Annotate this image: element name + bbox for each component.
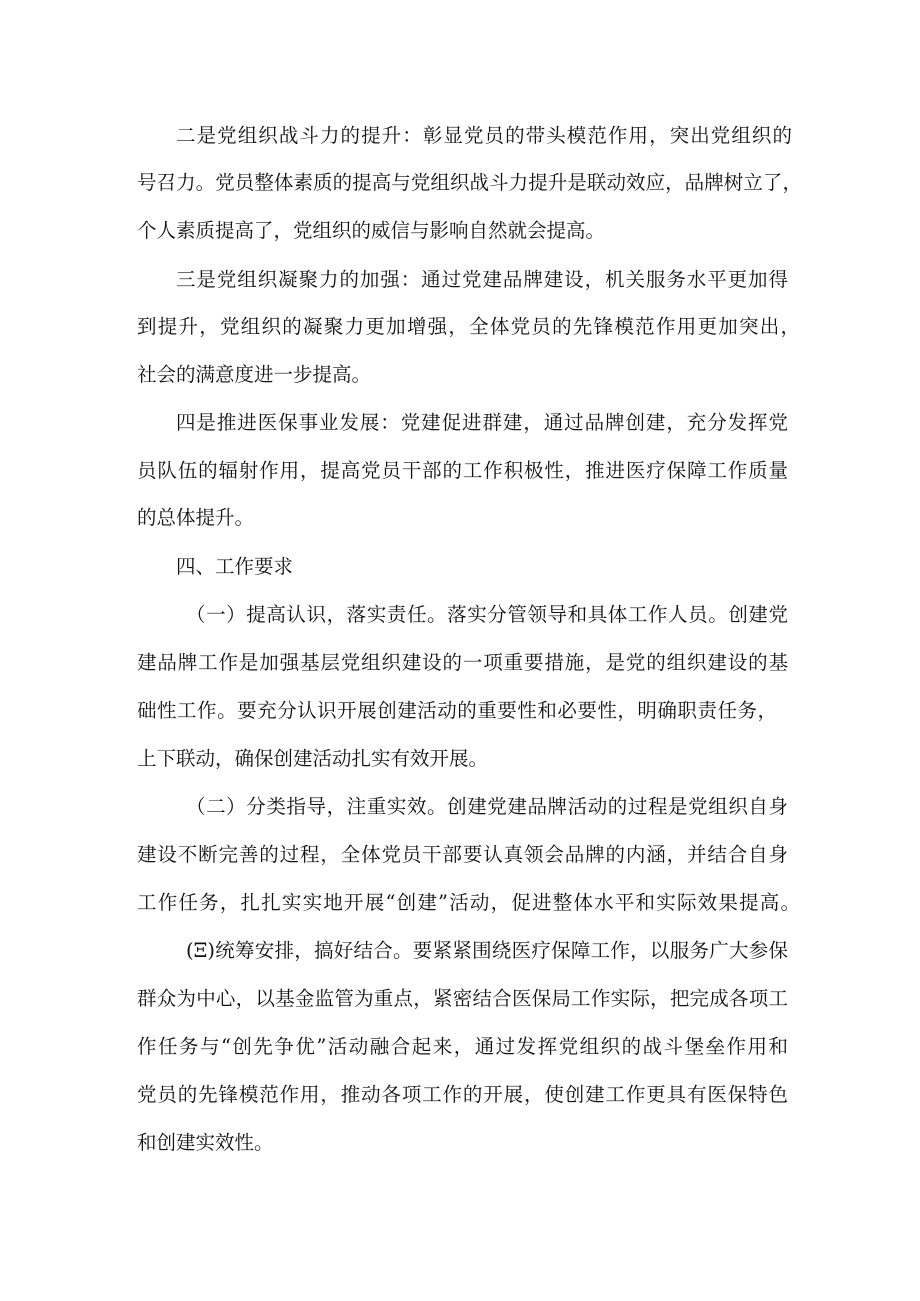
- text-line-21: 党员的先锋模范作用，推动各项工作的开展，使创建工作更具有医保特色: [137, 1083, 788, 1106]
- text-line-8: 员队伍的辐射作用，提高党员干部的工作积极性，推进医疗保障工作质量: [137, 459, 788, 482]
- text-line-12: 建品牌工作是加强基层党组织建设的一项重要措施，是党的组织建设的基: [137, 651, 788, 674]
- section-heading: 四、工作要求: [176, 555, 294, 578]
- text-line-4: 三是党组织凝聚力的加强：通过党建品牌建设，机关服务水平更加得: [176, 268, 788, 291]
- text-line-19: 群众为中心，以基金监管为重点，紧密结合医保局工作实际，把完成各项工: [137, 987, 788, 1010]
- text-line-1: 二是党组织战斗力的提升：彰显党员的带头模范作用，突出党组织的: [176, 124, 792, 147]
- text-line-2: 号召力。党员整体素质的提高与党组织战斗力提升是联动效应，品牌树立了，: [137, 171, 802, 194]
- text-line-15: （二）分类指导，注重实效。创建党建品牌活动的过程是党组织自身: [186, 795, 788, 818]
- text-line-9: 的总体提升。: [137, 506, 255, 529]
- text-line-20: 作任务与“创先争优”活动融合起来，通过发挥党组织的战斗堡垒作用和: [137, 1035, 788, 1058]
- text-line-6: 社会的满意度进一步提高。: [137, 363, 372, 386]
- text-line-22: 和创建实效性。: [137, 1131, 274, 1154]
- text-line-13: 础性工作。要充分认识开展创建活动的重要性和必要性，明确职责任务，: [137, 699, 777, 722]
- text-line-5: 到提升，党组织的凝聚力更加增强，全体党员的先锋模范作用更加突出，: [137, 315, 800, 338]
- text-line-18: (Ξ)统筹安排，搞好结合。要紧紧围绕医疗保障工作，以服务广大参保: [186, 939, 788, 962]
- text-line-17: 工作任务，扎扎实实地开展“创建”活动，促进整体水平和实际效果提高。: [137, 891, 800, 914]
- text-line-3: 个人素质提高了，党组织的威信与影响自然就会提高。: [137, 219, 606, 242]
- text-line-11: （一）提高认识，落实责任。落实分管领导和具体工作人员。创建党: [186, 603, 788, 626]
- text-line-7: 四是推进医保事业发展：党建促进群建，通过品牌创建，充分发挥党: [176, 411, 788, 434]
- text-line-14: 上下联动，确保创建活动扎实有效开展。: [137, 747, 489, 770]
- text-line-16: 建设不断完善的过程，全体党员干部要认真领会品牌的内涵，并结合自身: [137, 843, 788, 866]
